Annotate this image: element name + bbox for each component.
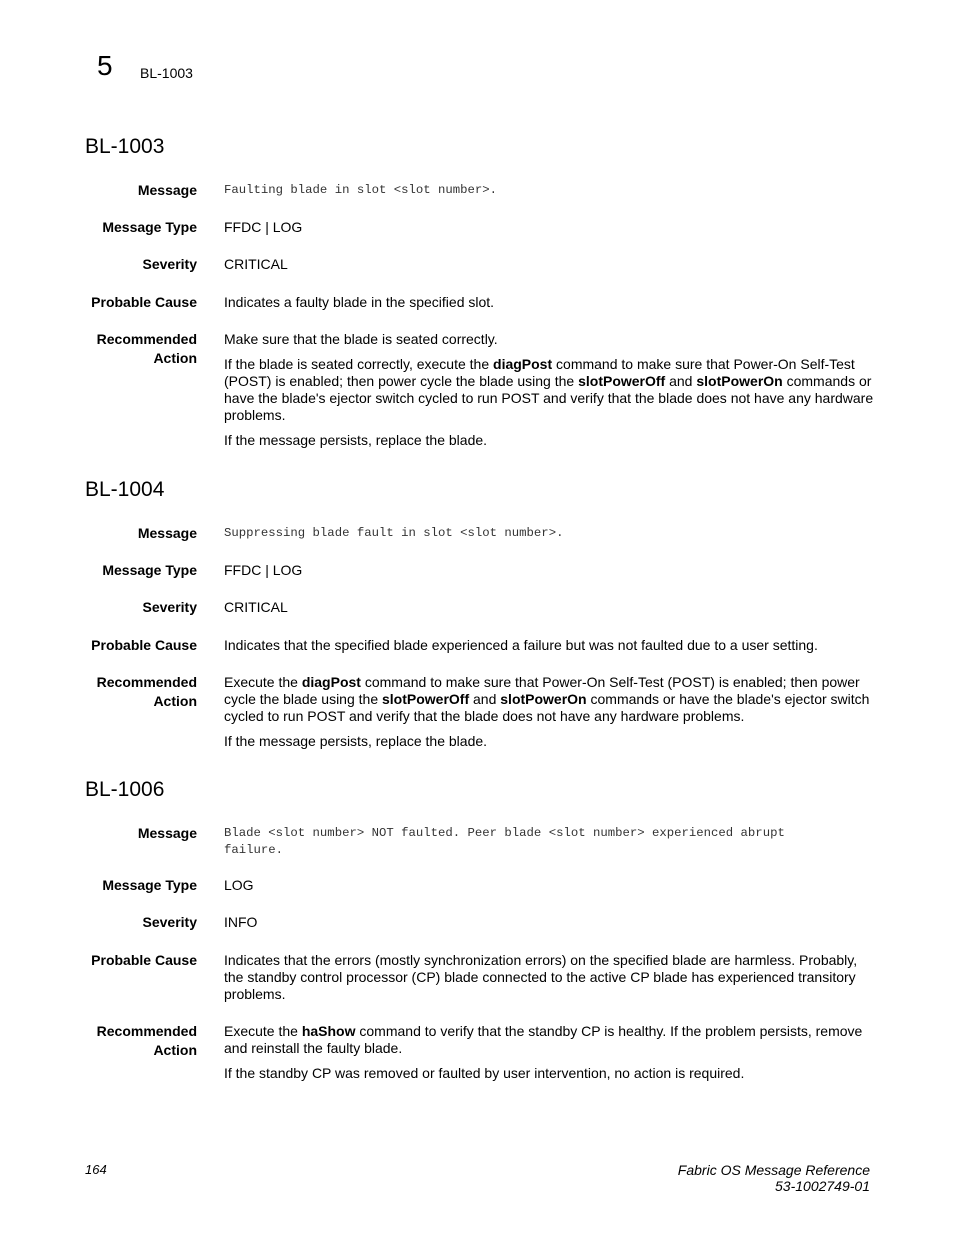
section-title: BL-1003 (85, 135, 165, 158)
message-type-value: FFDC | LOG (224, 562, 303, 578)
message-text: Blade <slot number> NOT faulted. Peer blade <slot number> experienced abrupt failure. (224, 826, 785, 857)
recommended-label-line1: Recommended (96, 1023, 197, 1039)
recommended-action-text (224, 674, 874, 750)
severity-value: CRITICAL (224, 599, 288, 615)
recommended-label-line2: Action (153, 693, 197, 709)
recommended-label-line2: Action (153, 350, 197, 366)
section-title: BL-1006 (85, 778, 165, 801)
message-label: Message (137, 825, 197, 841)
running-title: BL-1003 (140, 65, 193, 81)
section-title: BL-1004 (85, 478, 165, 501)
action-paragraph: If the standby CP was removed or faulted by user intervention, no action is required. (224, 1065, 745, 1081)
message-type-value: LOG (224, 877, 254, 893)
recommended-label-line1: Recommended (96, 331, 197, 347)
doc-title: Fabric OS Message Reference (677, 1162, 870, 1178)
severity-value: INFO (224, 914, 258, 930)
doc-id: 53-1002749-01 (775, 1178, 870, 1194)
recommended-action-label (60, 1022, 197, 1060)
probable-cause-label: Probable Cause (91, 294, 197, 310)
action-paragraph: If the message persists, replace the blade. (224, 733, 488, 749)
command-hashow: haShow (301, 1023, 356, 1039)
command-diagpost: diagPost (301, 674, 361, 690)
recommended-action-label (60, 673, 197, 711)
message-type-value: FFDC | LOG (224, 219, 303, 235)
severity-label: Severity (142, 914, 197, 930)
command-diagpost: diagPost (493, 356, 553, 372)
command-slotpoweroff: slotPowerOff (578, 373, 666, 389)
action-paragraph: Make sure that the blade is seated correctly. (224, 331, 498, 347)
command-slotpoweroff: slotPowerOff (382, 691, 470, 707)
action-paragraph: If the blade is seated correctly, execute the diagPost command to make sure that Power-On Self-Test (POST) is enabled; then power cycle the blade using the slotPowerOff and slotPowerOn commands or have the blade's ejector switch cycled to run POST and verify that the blade does not have any hardware problems. (224, 356, 874, 423)
action-paragraph: Execute the haShow command to verify that the standby CP is healthy. If the problem persists, remove and reinstall the faulty blade. (224, 1023, 863, 1056)
recommended-action-label (60, 330, 197, 368)
probable-cause-text: Indicates a faulty blade in the specified slot. (224, 294, 495, 310)
message-type-label: Message Type (102, 219, 197, 235)
probable-cause-label: Probable Cause (91, 637, 197, 653)
message-label: Message (137, 525, 197, 541)
probable-cause-text: Indicates that the specified blade experienced a failure but was not faulted due to a user setting. (224, 637, 818, 653)
action-paragraph: Execute the diagPost command to make sure that Power-On Self-Test (POST) is enabled; then power cycle the blade using the slotPowerOff and slotPowerOn commands or have the blade's ejector switch cycled to run POST and verify that the blade does not have any hardware problems. (224, 674, 870, 724)
page-number: 164 (85, 1162, 107, 1177)
message-type-label: Message Type (102, 562, 197, 578)
recommended-label-line2: Action (153, 1042, 197, 1058)
message-label: Message (137, 182, 197, 198)
chapter-number: 5 (97, 50, 113, 81)
message-text: Suppressing blade fault in slot <slot number>. (224, 526, 564, 540)
recommended-label-line1: Recommended (96, 674, 197, 690)
message-type-label: Message Type (102, 877, 197, 893)
recommended-action-text (224, 331, 874, 449)
recommended-action-text (224, 1023, 874, 1082)
severity-label: Severity (142, 599, 197, 615)
message-text: Faulting blade in slot <slot number>. (224, 183, 498, 197)
probable-cause-label: Probable Cause (91, 952, 197, 968)
probable-cause-text: Indicates that the errors (mostly synchronization errors) on the specified blade are harmless. Probably, the standby control processor (CP) blade connected to the active CP blade has experienced transitory problems. (224, 952, 858, 1002)
severity-label: Severity (142, 256, 197, 272)
footer-doc-info (678, 1162, 870, 1194)
command-slotpoweron: slotPowerOn (500, 691, 587, 707)
severity-value: CRITICAL (224, 256, 288, 272)
command-slotpoweron: slotPowerOn (696, 373, 783, 389)
action-paragraph: If the message persists, replace the blade. (224, 432, 488, 448)
